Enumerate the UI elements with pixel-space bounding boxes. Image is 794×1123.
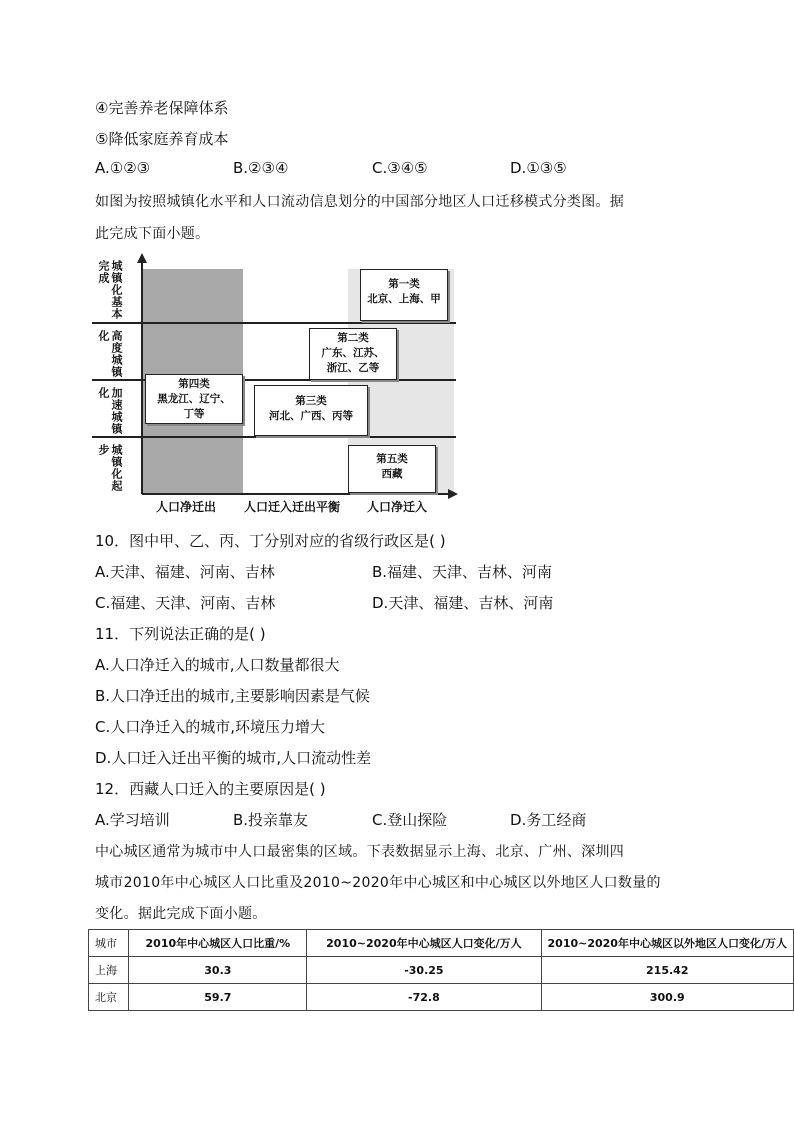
q12-option-a: A.学习培训 <box>95 811 170 829</box>
cell-share: 59.7 <box>129 984 307 1011</box>
intro-paragraph-line2: 此完成下面小题。 <box>95 226 210 242</box>
category-box-3: 第三类 河北、广西、丙等 <box>254 385 368 436</box>
cell-share: 30.3 <box>129 957 307 984</box>
header-central-change: 2010~2020年中心城区人口变化/万人 <box>307 930 541 957</box>
header-outer-change: 2010~2020年中心城区以外地区人口变化/万人 <box>541 930 793 957</box>
cell-city: 上海 <box>89 957 129 984</box>
x-label-outflow: 人口净迁出 <box>156 500 217 514</box>
header-city: 城市 <box>89 930 129 957</box>
cell-outer-change: 300.9 <box>541 984 793 1011</box>
y-label-complete: 城镇化基本完成 <box>97 260 123 320</box>
q10-option-b: B.福建、天津、吉林、河南 <box>372 563 553 581</box>
q9-option-b: B.②③④ <box>233 159 289 177</box>
y-axis-arrow-icon <box>137 253 147 263</box>
cell-central-change: -72.8 <box>307 984 541 1011</box>
intro2-line1: 中心城区通常为城市中人口最密集的区域。下表数据显示上海、北京、广州、深圳四 <box>95 844 625 860</box>
intro2-line2: 城市2010年中心城区人口比重及2010~2020年中心城区和中心城区以外地区人口数量的 <box>95 875 661 891</box>
q9-option-d: D.①③⑤ <box>510 159 567 177</box>
category-box-2: 第二类 广东、江苏、 浙江、乙等 <box>309 328 397 380</box>
q11-option-a: A.人口净迁入的城市,人口数量都很大 <box>95 656 340 674</box>
population-table <box>88 929 794 1011</box>
q10-option-a: A.天津、福建、河南、吉林 <box>95 563 275 581</box>
category-box-5: 第五类 西藏 <box>348 445 436 493</box>
option-item-4: ④完善养老保障体系 <box>95 99 229 117</box>
q10-option-c: C.福建、天津、河南、吉林 <box>95 594 276 612</box>
x-label-balanced: 人口迁入迁出平衡 <box>244 500 341 514</box>
q10-stem: 10．图中甲、乙、丙、丁分别对应的省级行政区是( ) <box>95 532 446 550</box>
q11-option-c: C.人口净迁入的城市,环境压力增大 <box>95 718 326 736</box>
header-share-2010: 2010年中心城区人口比重/% <box>129 930 307 957</box>
cell-outer-change: 215.42 <box>541 957 793 984</box>
category-box-1: 第一类 北京、上海、甲 <box>360 269 448 321</box>
cell-central-change: -30.25 <box>307 957 541 984</box>
q11-option-d: D.人口迁入迁出平衡的城市,人口流动性差 <box>95 749 372 767</box>
q12-stem: 12．西藏人口迁入的主要原因是( ) <box>95 780 326 798</box>
q11-option-b: B.人口净迁出的城市,主要影响因素是气候 <box>95 687 370 705</box>
option-item-5: ⑤降低家庭养育成本 <box>95 130 229 148</box>
x-label-inflow: 人口净迁入 <box>367 500 428 514</box>
q9-option-a: A.①②③ <box>95 159 151 177</box>
q10-option-d: D.天津、福建、吉林、河南 <box>372 594 554 612</box>
q9-option-c: C.③④⑤ <box>372 159 428 177</box>
q12-option-c: C.登山探险 <box>372 811 448 829</box>
intro-paragraph-line1: 如图为按照城镇化水平和人口流动信息划分的中国部分地区人口迁移模式分类图。据 <box>95 194 625 210</box>
y-label-high: 高度城镇化 <box>97 330 123 378</box>
q12-option-b: B.投亲靠友 <box>233 811 309 829</box>
intro2-line3: 变化。据此完成下面小题。 <box>95 906 267 922</box>
table-row <box>89 984 794 1011</box>
migration-pattern-diagram <box>92 252 464 520</box>
q11-stem: 11．下列说法正确的是( ) <box>95 625 266 643</box>
y-label-starting: 城镇化起步 <box>97 444 123 492</box>
category-box-4: 第四类 黑龙江、辽宁、 丁等 <box>145 374 243 424</box>
table-row <box>89 957 794 984</box>
q12-option-d: D.务工经商 <box>510 811 587 829</box>
cell-city: 北京 <box>89 984 129 1011</box>
table-header-row <box>89 930 794 957</box>
y-label-accelerating: 加速城镇化 <box>97 387 123 435</box>
